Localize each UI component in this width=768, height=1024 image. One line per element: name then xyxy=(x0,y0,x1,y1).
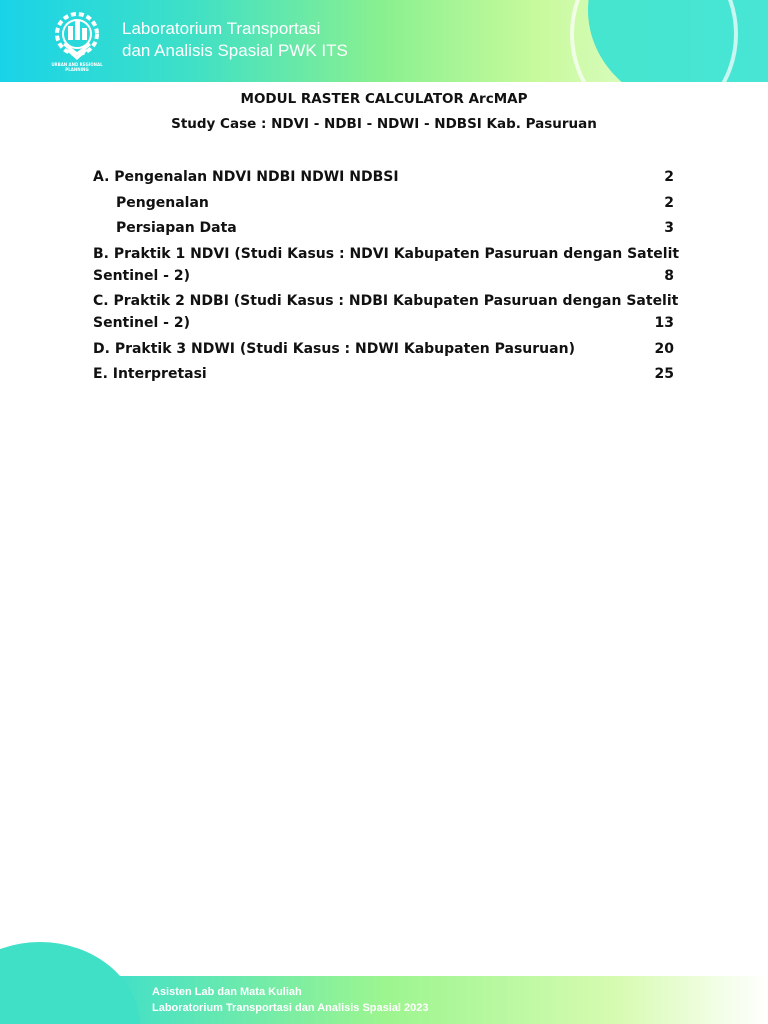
toc-page-number: 8 xyxy=(664,267,674,284)
toc-entry-e[interactable] xyxy=(93,363,674,385)
footer-line2: Laboratorium Transportasi dan Analisis Spasial 2023 xyxy=(152,1002,429,1014)
toc-entry-b[interactable] xyxy=(93,243,680,287)
toc-label-line2: Sentinel - 2) xyxy=(93,267,190,284)
lab-name-line2-suffix: PWK ITS xyxy=(277,41,348,60)
document-subtitle: Study Case : NDVI - NDBI - NDWI - NDBSI Kab. Pasuruan xyxy=(171,116,597,132)
toc-page-number: 25 xyxy=(654,366,674,382)
toc-page-number: 2 xyxy=(664,194,674,211)
table-of-contents xyxy=(93,166,680,389)
toc-page-number: 20 xyxy=(654,340,674,357)
header-decoration-ring xyxy=(570,0,738,82)
toc-entry-d[interactable] xyxy=(93,338,674,360)
toc-label-line1: C. Praktik 2 NDBI (Studi Kasus : NDBI Kabupaten Pasuruan dengan Satelit xyxy=(93,293,679,309)
toc-page-number: 13 xyxy=(654,315,674,331)
lab-name-line2 xyxy=(122,40,348,62)
logo-caption: URBAN AND REGIONAL PLANNING xyxy=(51,62,103,72)
document-title: MODUL RASTER CALCULATOR ArcMAP xyxy=(240,91,528,107)
lab-name-line2-main: dan Analisis Spasial xyxy=(122,41,274,60)
footer-line1: Asisten Lab dan Mata Kuliah xyxy=(152,986,302,998)
footer-decoration-circle xyxy=(0,942,140,1024)
toc-label-line2: Sentinel - 2) xyxy=(93,315,190,331)
toc-label: E. Interpretasi xyxy=(93,366,207,382)
toc-entry-a[interactable] xyxy=(93,166,674,188)
footer-text xyxy=(152,984,429,1016)
toc-page-number: 3 xyxy=(664,220,674,236)
page-header xyxy=(0,0,768,82)
toc-label: A. Pengenalan NDVI NDBI NDWI NDBSI xyxy=(93,169,399,185)
toc-label: Persiapan Data xyxy=(116,220,237,236)
toc-label: Pengenalan xyxy=(116,194,209,211)
toc-label: D. Praktik 3 NDWI (Studi Kasus : NDWI Kabupaten Pasuruan) xyxy=(93,340,575,357)
toc-entry-pengenalan[interactable] xyxy=(93,192,674,214)
toc-entry-persiapan-data[interactable] xyxy=(93,217,674,239)
toc-page-number: 2 xyxy=(664,169,674,185)
page-footer xyxy=(0,942,768,1024)
toc-label-line1: B. Praktik 1 NDVI (Studi Kasus : NDVI Kabupaten Pasuruan dengan Satelit xyxy=(93,245,680,262)
toc-entry-c[interactable] xyxy=(93,290,679,334)
lab-name xyxy=(122,18,348,62)
lab-name-line1: Laboratorium Transportasi xyxy=(122,19,321,38)
